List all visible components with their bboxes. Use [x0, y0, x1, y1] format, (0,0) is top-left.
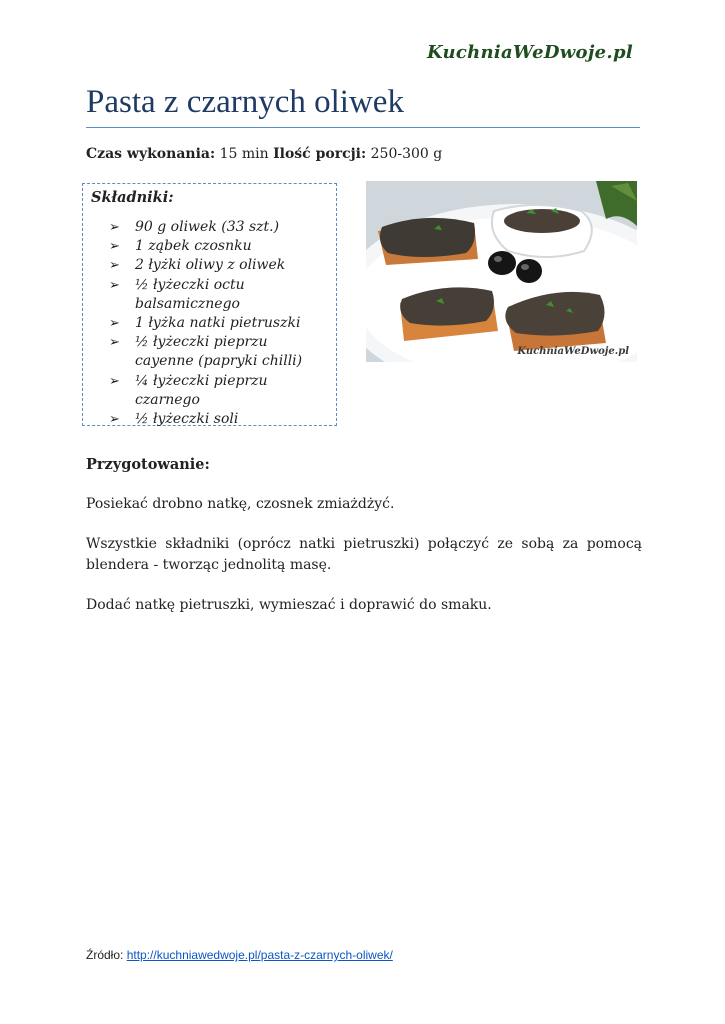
ingredient-item	[109, 218, 329, 237]
ingredient-item	[109, 333, 329, 371]
time-label: Czas wykonania:	[86, 146, 216, 162]
ingredient-text: 1 łyżka natki pietruszki	[135, 315, 301, 332]
ingredient-item	[109, 372, 329, 410]
preparation-step: Dodać natkę pietruszki, wymieszać i doprawić do smaku.	[86, 597, 492, 613]
arrow-bullet-icon: ➢	[109, 316, 120, 332]
ingredient-item	[109, 256, 329, 275]
ingredient-text: 2 łyżki oliwy z oliwek	[135, 257, 286, 274]
portions-value: 250-300 g	[370, 146, 443, 162]
ingredients-box	[82, 183, 337, 426]
arrow-bullet-icon: ➢	[109, 412, 120, 428]
time-value: 15 min	[219, 146, 269, 162]
ingredient-item	[109, 314, 329, 333]
arrow-bullet-icon: ➢	[109, 277, 120, 293]
ingredient-item	[109, 410, 329, 429]
ingredient-text: ¼ łyżeczki pieprzu czarnego	[135, 372, 268, 408]
preparation-step: Wszystkie składniki (oprócz natki pietruszki) połączyć ze sobą za pomocą blendera - tworząc jednolitą masę.	[86, 536, 642, 573]
ingredient-text: 1 ząbek czosnku	[135, 238, 252, 255]
arrow-bullet-icon: ➢	[109, 258, 120, 274]
arrow-bullet-icon: ➢	[109, 220, 120, 235]
source-link[interactable]: http://kuchniawedwoje.pl/pasta-z-czarnych-oliwek/	[126, 948, 393, 962]
recipe-meta	[86, 146, 442, 162]
brand-logo: KuchniaWeDwoje.pl	[426, 42, 633, 63]
source-label: Źródło:	[86, 948, 124, 962]
portions-label: Ilość porcji:	[273, 146, 367, 162]
ingredient-text: ½ łyżeczki octu balsamicznego	[135, 276, 245, 312]
title-divider	[86, 127, 640, 128]
arrow-bullet-icon: ➢	[109, 239, 120, 255]
ingredient-item	[109, 237, 329, 256]
arrow-bullet-icon: ➢	[109, 373, 120, 389]
ingredients-list	[109, 218, 329, 429]
olive-paste-toast-illustration	[366, 181, 637, 362]
source-footer	[86, 948, 393, 962]
ingredients-title: Składniki:	[91, 189, 174, 206]
ingredient-text: 90 g oliwek (33 szt.)	[135, 219, 280, 235]
ingredient-item	[109, 276, 329, 314]
arrow-bullet-icon: ➢	[109, 335, 120, 351]
photo-watermark: KuchniaWeDwoje.pl	[517, 346, 629, 357]
preparation-step: Posiekać drobno natkę, czosnek zmiażdżyć.	[86, 496, 395, 512]
recipe-photo	[366, 181, 637, 362]
ingredient-text: ½ łyżeczki pieprzu cayenne (papryki chilli)	[135, 334, 303, 370]
page-title: Pasta z czarnych oliwek	[86, 84, 404, 120]
ingredient-text: ½ łyżeczki soli	[135, 411, 239, 428]
preparation-title: Przygotowanie:	[86, 456, 210, 473]
